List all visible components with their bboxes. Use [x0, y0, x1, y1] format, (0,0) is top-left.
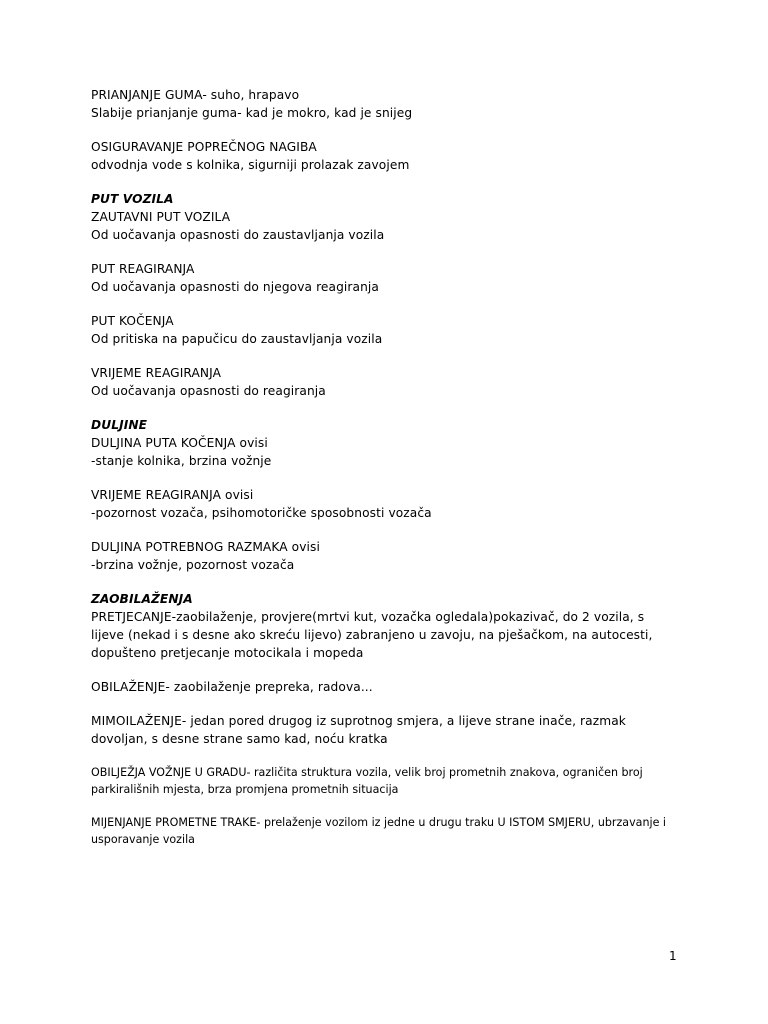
zaustavni-put-text: Od uočavanja opasnosti do zaustavljanja vozila	[91, 228, 385, 242]
section-duljine	[91, 416, 691, 470]
page-number: 1	[669, 949, 677, 963]
prianjanje-text: Slabije prianjanje guma- kad je mokro, kad je snijeg	[91, 106, 413, 120]
section-put-reagiranja	[91, 260, 691, 296]
vrijeme-reagiranja-title: VRIJEME REAGIRANJA	[91, 366, 222, 380]
prianjanje-title: PRIANJANJE GUMA- suho, hrapavo	[91, 88, 300, 102]
duljina-kocenja-text: -stanje kolnika, brzina vožnje	[91, 454, 272, 468]
put-vozila-heading: PUT VOZILA	[91, 192, 174, 206]
section-osiguravanje	[91, 138, 691, 174]
zaobilazenja-heading: ZAOBILAŽENJA	[91, 592, 193, 606]
mijenjanje-paragraph: MIJENJANJE PROMETNE TRAKE- prelaženje vozilom iz jedne u drugu traku U ISTOM SMJERU, ubrzavanje i usporavanje vozila	[91, 816, 667, 846]
put-kocenja-title: PUT KOČENJA	[91, 314, 174, 328]
document-page	[91, 86, 691, 864]
vrijeme-reagiranja-text: Od uočavanja opasnosti do reagiranja	[91, 384, 326, 398]
osiguravanje-text: odvodnja vode s kolnika, sigurniji prolazak zavojem	[91, 158, 410, 172]
section-obiljezja	[91, 764, 691, 798]
put-kocenja-text: Od pritiska na papučicu do zaustavljanja vozila	[91, 332, 383, 346]
duljine-heading: DULJINE	[91, 418, 148, 432]
obilazenje-paragraph: OBILAŽENJE- zaobilaženje prepreka, radova...	[91, 680, 373, 694]
zaustavni-put-title: ZAUTAVNI PUT VOZILA	[91, 210, 231, 224]
put-reagiranja-text: Od uočavanja opasnosti do njegova reagiranja	[91, 280, 379, 294]
osiguravanje-title: OSIGURAVANJE POPREČNOG NAGIBA	[91, 140, 317, 154]
put-reagiranja-title: PUT REAGIRANJA	[91, 262, 195, 276]
section-prianjanje	[91, 86, 691, 122]
mimoilazenje-paragraph: MIMOILAŽENJE- jedan pored drugog iz suprotnog smjera, a lijeve strane inače, razmak dovoljan, s desne strane samo kad, noću kratka	[91, 714, 626, 746]
section-zaobilazenja	[91, 590, 691, 662]
obiljezja-paragraph: OBILJEŽJA VOŽNJE U GRADU- različita struktura vozila, velik broj prometnih znakova, ograničen broj parkirališnih mjesta, brza promjena prometnih situacija	[91, 766, 643, 796]
section-duljina-razmaka	[91, 538, 691, 574]
vrijeme-ovisi-text: -pozornost vozača, psihomotoričke sposobnosti vozača	[91, 506, 432, 520]
section-put-kocenja	[91, 312, 691, 348]
vrijeme-ovisi-title: VRIJEME REAGIRANJA ovisi	[91, 488, 254, 502]
duljina-razmaka-text: -brzina vožnje, pozornost vozača	[91, 558, 295, 572]
duljina-kocenja-title: DULJINA PUTA KOČENJA ovisi	[91, 436, 268, 450]
pretjecanje-paragraph: PRETJECANJE-zaobilaženje, provjere(mrtvi kut, vozačka ogledala)pokazivač, do 2 vozila, s lijeve (nekad i s desne ako skreću lijevo) zabranjeno u zavoju, na pješačkom, na autocesti, dopušteno pretjecanje motocikala i mopeda	[91, 610, 653, 660]
section-mijenjanje	[91, 814, 691, 848]
section-obilazenje	[91, 678, 691, 696]
section-put-vozila	[91, 190, 691, 244]
section-mimoilazenje	[91, 712, 691, 748]
section-vrijeme-reagiranja	[91, 364, 691, 400]
duljina-razmaka-title: DULJINA POTREBNOG RAZMAKA ovisi	[91, 540, 320, 554]
section-vrijeme-ovisi	[91, 486, 691, 522]
